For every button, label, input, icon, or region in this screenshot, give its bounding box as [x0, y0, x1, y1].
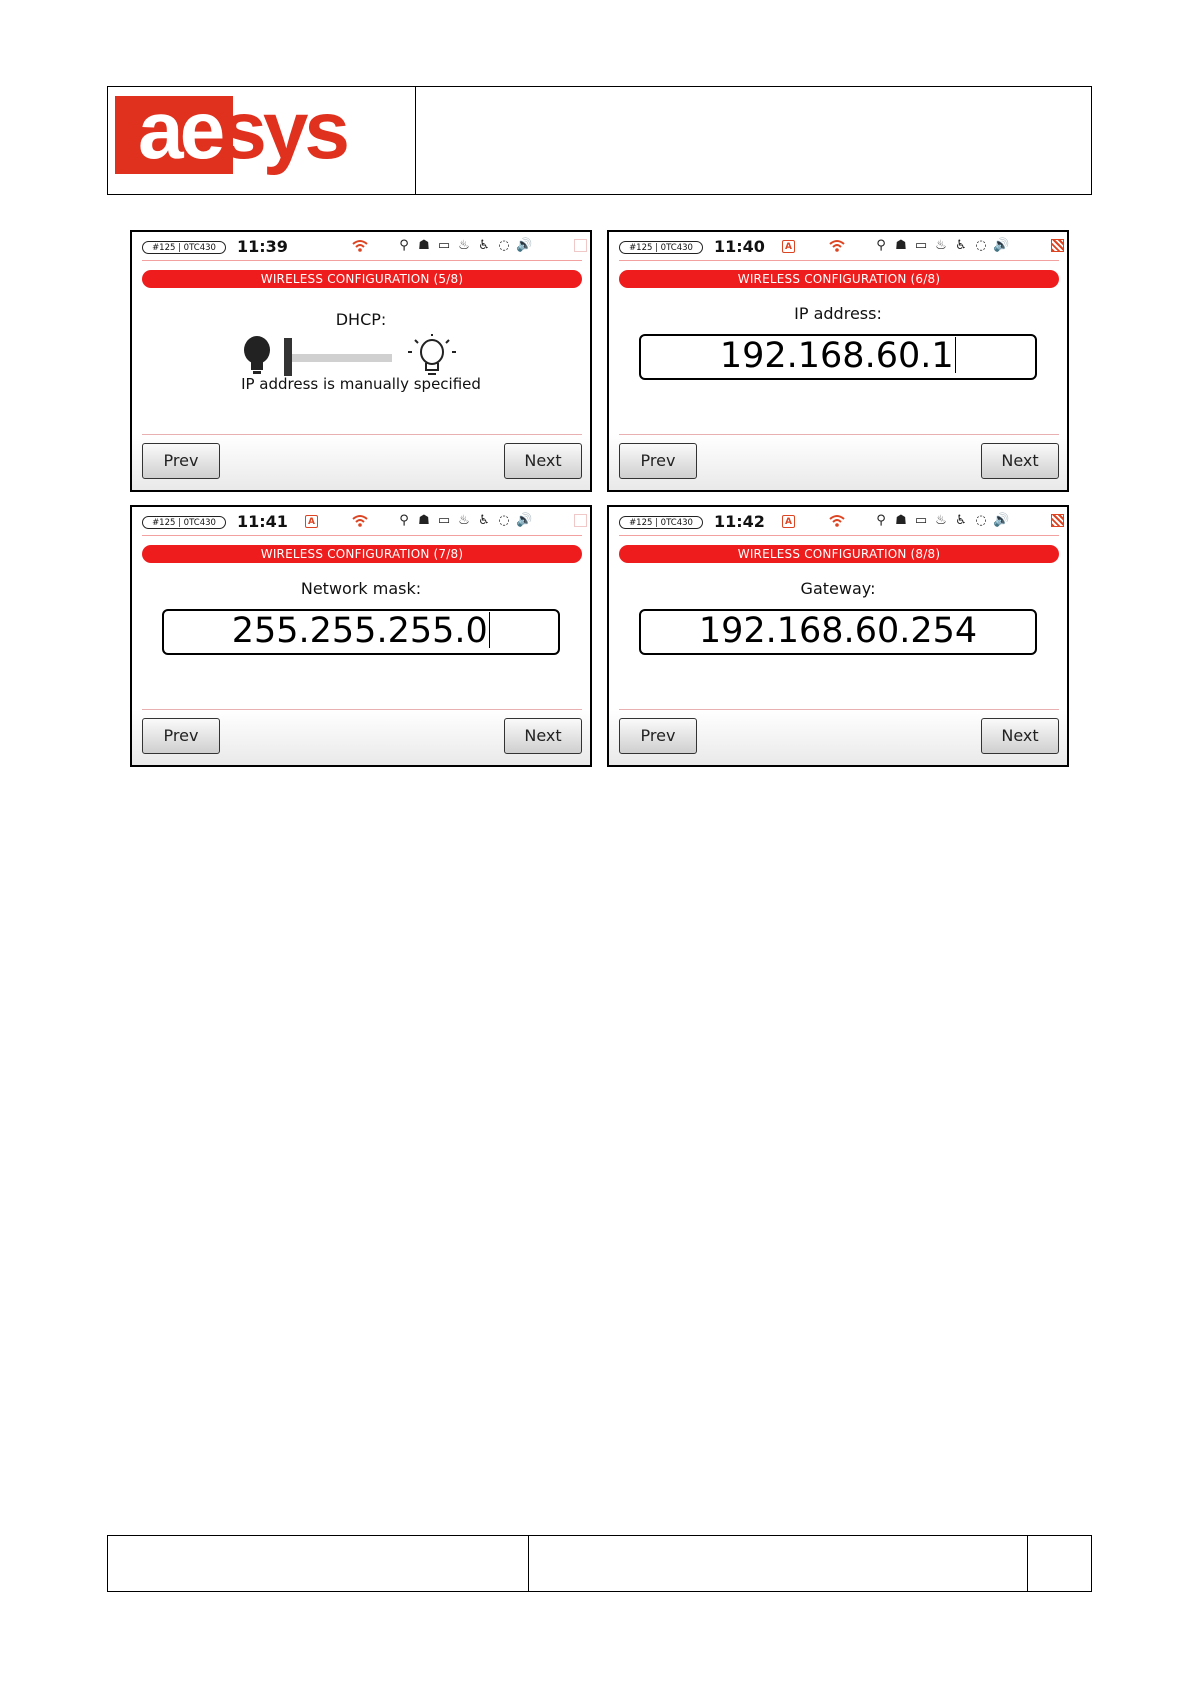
wheelchair-icon: ♿	[955, 238, 967, 253]
speaker-icon: 🔊	[993, 513, 1010, 528]
clock: 11:39	[237, 237, 288, 256]
alarm-badge: A	[782, 515, 795, 528]
divider	[142, 260, 582, 261]
device-id: #125 | 0TC430	[142, 516, 226, 529]
text-caret	[489, 612, 491, 648]
text-caret	[955, 337, 957, 373]
prev-button[interactable]: Prev	[619, 718, 697, 754]
wifi-icon	[829, 238, 845, 254]
footer-divider-1	[528, 1536, 529, 1591]
alarm-grid-icon	[1051, 514, 1064, 527]
wifi-icon	[829, 513, 845, 529]
door-icon: ▭	[437, 238, 451, 253]
step-banner: WIRELESS CONFIGURATION (5/8)	[142, 270, 582, 288]
status-icons	[873, 238, 1028, 254]
status-bar	[142, 236, 582, 258]
device-id: #125 | 0TC430	[619, 516, 703, 529]
step-banner: WIRELESS CONFIGURATION (8/8)	[619, 545, 1059, 563]
alarm-badge: A	[782, 240, 795, 253]
alarm-grid-icon	[1051, 239, 1064, 252]
speaker-icon: 🔊	[516, 238, 533, 253]
field-label: IP address:	[794, 304, 882, 323]
prev-button[interactable]: Prev	[619, 443, 697, 479]
engine-icon: ☗	[418, 238, 430, 253]
next-button[interactable]: Next	[504, 718, 582, 754]
clock: 11:40	[714, 237, 765, 256]
wrench-icon: ⚲	[876, 238, 886, 253]
door-icon: ▭	[914, 513, 928, 528]
device-id: #125 | 0TC430	[619, 241, 703, 254]
target-icon: ◌	[498, 238, 510, 253]
divider	[619, 535, 1059, 536]
logo-cell	[108, 87, 416, 194]
status-bar	[619, 236, 1059, 258]
page-footer	[107, 1535, 1092, 1592]
bulb-off-icon	[244, 336, 270, 374]
clock: 11:41	[237, 512, 288, 531]
status-bar	[142, 511, 582, 533]
fire-icon: ♨	[458, 238, 470, 253]
screen-ip-address	[607, 230, 1069, 492]
field-value: 255.255.255.0	[231, 611, 488, 651]
field-label: Gateway:	[800, 579, 876, 598]
status-icons	[873, 513, 1028, 529]
wheelchair-icon: ♿	[955, 513, 967, 528]
alarm-grid-icon	[574, 514, 587, 527]
engine-icon: ☗	[895, 238, 907, 253]
fire-icon: ♨	[935, 513, 947, 528]
screen-network-mask	[130, 505, 592, 767]
next-button[interactable]: Next	[504, 443, 582, 479]
screen-gateway	[607, 505, 1069, 767]
next-button[interactable]: Next	[981, 443, 1059, 479]
nav-footer	[132, 710, 590, 765]
prev-button[interactable]: Prev	[142, 718, 220, 754]
step-banner: WIRELESS CONFIGURATION (6/8)	[619, 270, 1059, 288]
nav-footer	[132, 435, 590, 490]
nav-footer	[609, 435, 1067, 490]
nav-footer	[609, 710, 1067, 765]
divider	[619, 260, 1059, 261]
wheelchair-icon: ♿	[478, 513, 490, 528]
alarm-grid-icon	[574, 239, 587, 252]
step-banner: WIRELESS CONFIGURATION (7/8)	[142, 545, 582, 563]
target-icon: ◌	[498, 513, 510, 528]
door-icon: ▭	[437, 513, 451, 528]
toggle-knob	[284, 338, 292, 376]
ip-address-field[interactable]	[639, 334, 1037, 380]
wrench-icon: ⚲	[399, 238, 409, 253]
clock: 11:42	[714, 512, 765, 531]
fire-icon: ♨	[458, 513, 470, 528]
network-mask-field[interactable]	[162, 609, 560, 655]
status-icons	[396, 513, 551, 529]
screen-dhcp	[130, 230, 592, 492]
field-value: 192.168.60.254	[698, 611, 978, 651]
engine-icon: ☗	[895, 513, 907, 528]
aesys-logo: aesys	[138, 85, 347, 176]
speaker-icon: 🔊	[516, 513, 533, 528]
status-bar	[619, 511, 1059, 533]
target-icon: ◌	[975, 238, 987, 253]
field-value: 192.168.60.1	[719, 336, 954, 376]
field-label: Network mask:	[300, 579, 422, 598]
divider	[142, 535, 582, 536]
footer-divider-2	[1027, 1536, 1028, 1591]
engine-icon: ☗	[418, 513, 430, 528]
page-header	[107, 86, 1092, 195]
door-icon: ▭	[914, 238, 928, 253]
gateway-field[interactable]	[639, 609, 1037, 655]
wheelchair-icon: ♿	[478, 238, 490, 253]
wrench-icon: ⚲	[876, 513, 886, 528]
prev-button[interactable]: Prev	[142, 443, 220, 479]
dhcp-label: DHCP:	[335, 310, 387, 329]
next-button[interactable]: Next	[981, 718, 1059, 754]
wifi-icon	[352, 513, 368, 529]
alarm-badge: A	[305, 515, 318, 528]
target-icon: ◌	[975, 513, 987, 528]
wifi-icon	[352, 238, 368, 254]
wrench-icon: ⚲	[399, 513, 409, 528]
dhcp-status: IP address is manually specified	[241, 375, 481, 393]
speaker-icon: 🔊	[993, 238, 1010, 253]
bulb-on-icon	[408, 334, 456, 374]
device-id: #125 | 0TC430	[142, 241, 226, 254]
fire-icon: ♨	[935, 238, 947, 253]
status-icons	[396, 238, 551, 254]
